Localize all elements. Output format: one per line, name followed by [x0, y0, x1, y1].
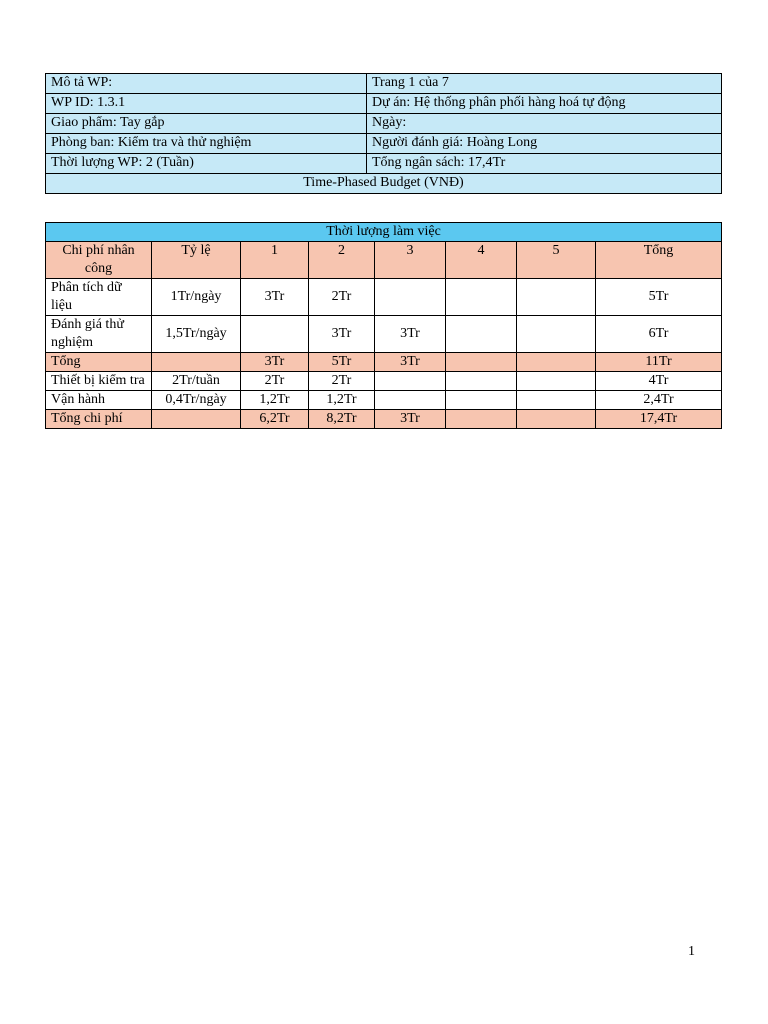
- week-cell: 2Tr: [309, 279, 375, 316]
- wp-duration: Thời lượng WP: 2 (Tuần): [46, 154, 367, 174]
- week-cell: 3Tr: [309, 316, 375, 353]
- row-label: Tổng: [46, 353, 152, 372]
- column-header: Tổng: [596, 242, 722, 279]
- rate-cell: 1,5Tr/ngày: [152, 316, 241, 353]
- total-cell: 5Tr: [596, 279, 722, 316]
- week-cell: 6,2Tr: [241, 410, 309, 429]
- week-cell: 3Tr: [375, 410, 446, 429]
- wp-info-table: [45, 73, 722, 194]
- week-cell: 3Tr: [375, 353, 446, 372]
- rate-cell: [152, 410, 241, 429]
- week-cell: 1,2Tr: [309, 391, 375, 410]
- total-cell: 6Tr: [596, 316, 722, 353]
- row-label: Vận hành: [46, 391, 152, 410]
- total-cell: 17,4Tr: [596, 410, 722, 429]
- reviewer: Người đánh giá: Hoàng Long: [367, 134, 722, 154]
- budget-title: Time-Phased Budget (VNĐ): [46, 174, 722, 194]
- week-cell: [446, 316, 517, 353]
- total-budget: Tổng ngân sách: 17,4Tr: [367, 154, 722, 174]
- subtotal-row: [46, 353, 722, 372]
- wp-description: Mô tả WP:: [46, 74, 367, 94]
- week-cell: 8,2Tr: [309, 410, 375, 429]
- rate-cell: 1Tr/ngày: [152, 279, 241, 316]
- rate-cell: [152, 353, 241, 372]
- table-row: [46, 372, 722, 391]
- week-cell: [517, 279, 596, 316]
- page-of: Trang 1 của 7: [367, 74, 722, 94]
- table-row: [46, 279, 722, 316]
- week-cell: [446, 372, 517, 391]
- week-cell: [517, 410, 596, 429]
- info-row: [46, 134, 722, 154]
- week-cell: 3Tr: [375, 316, 446, 353]
- rate-cell: 0,4Tr/ngày: [152, 391, 241, 410]
- total-cell: 2,4Tr: [596, 391, 722, 410]
- work-duration-title: Thời lượng làm việc: [46, 223, 722, 242]
- project-name: Dự án: Hệ thống phân phối hàng hoá tự động: [367, 94, 722, 114]
- column-header-row: [46, 242, 722, 279]
- page-number: 1: [688, 944, 695, 959]
- week-cell: [375, 391, 446, 410]
- column-header: 5: [517, 242, 596, 279]
- week-cell: [517, 391, 596, 410]
- row-label: Đánh giá thử nghiệm: [46, 316, 152, 353]
- week-cell: [517, 316, 596, 353]
- week-cell: 3Tr: [241, 279, 309, 316]
- week-cell: 1,2Tr: [241, 391, 309, 410]
- table-row: [46, 391, 722, 410]
- week-cell: [446, 391, 517, 410]
- column-header: 3: [375, 242, 446, 279]
- week-cell: 5Tr: [309, 353, 375, 372]
- week-cell: [375, 279, 446, 316]
- week-cell: [446, 279, 517, 316]
- week-cell: 2Tr: [309, 372, 375, 391]
- table-row: [46, 316, 722, 353]
- week-cell: 2Tr: [241, 372, 309, 391]
- info-row: [46, 154, 722, 174]
- grand-total-row: [46, 410, 722, 429]
- column-header: Chi phí nhân công: [46, 242, 152, 279]
- week-cell: [241, 316, 309, 353]
- info-row: [46, 94, 722, 114]
- week-cell: [446, 353, 517, 372]
- row-label: Phân tích dữ liệu: [46, 279, 152, 316]
- rate-cell: 2Tr/tuần: [152, 372, 241, 391]
- column-header: Tỷ lệ: [152, 242, 241, 279]
- column-header: 1: [241, 242, 309, 279]
- info-row: [46, 74, 722, 94]
- info-row: [46, 174, 722, 194]
- total-cell: 11Tr: [596, 353, 722, 372]
- row-label: Thiết bị kiểm tra: [46, 372, 152, 391]
- department: Phòng ban: Kiểm tra và thử nghiệm: [46, 134, 367, 154]
- deliverable: Giao phẩm: Tay gắp: [46, 114, 367, 134]
- cost-table: [45, 222, 722, 429]
- row-label: Tổng chi phí: [46, 410, 152, 429]
- week-cell: 3Tr: [241, 353, 309, 372]
- column-header: 4: [446, 242, 517, 279]
- wp-id: WP ID: 1.3.1: [46, 94, 367, 114]
- column-header: 2: [309, 242, 375, 279]
- week-cell: [517, 372, 596, 391]
- total-cell: 4Tr: [596, 372, 722, 391]
- week-cell: [517, 353, 596, 372]
- date: Ngày:: [367, 114, 722, 134]
- week-cell: [446, 410, 517, 429]
- week-cell: [375, 372, 446, 391]
- header-title-row: [46, 223, 722, 242]
- info-row: [46, 114, 722, 134]
